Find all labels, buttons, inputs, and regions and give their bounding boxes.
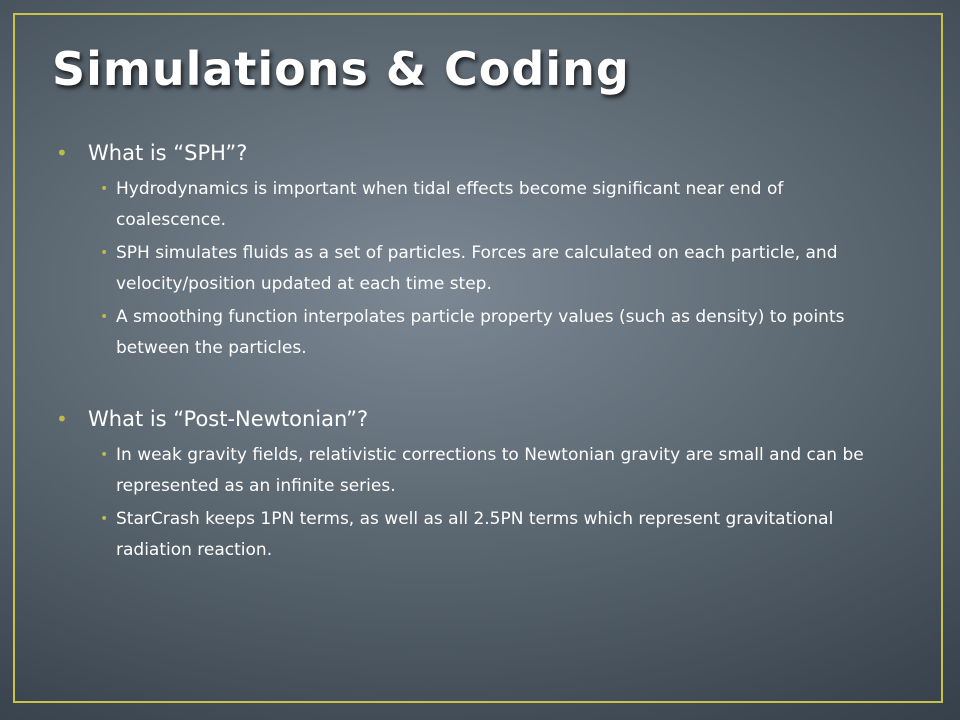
slide-title: Simulations & Coding [52,42,630,96]
section-heading-post-newtonian: • What is “Post-Newtonian”? [56,404,896,434]
section-heading-sph: • What is “SPH”? [56,138,896,168]
pn-bullet-starcrash: • StarCrash keeps 1PN terms, as well as all 2.5PN terms which represent gravitational radiation reaction. [100,504,896,566]
pn-bullet-weak-gravity: • In weak gravity fields, relativistic corrections to Newtonian gravity are small and can be represented as an infinite series. [100,440,896,502]
sph-bullet-smoothing: • A smoothing function interpolates particle property values (such as density) to points between the particles. [100,302,896,364]
sph-bullet-particles: • SPH simulates fluids as a set of particles. Forces are calculated on each particle, and velocity/position updated at each time step. [100,238,896,300]
slide-content [56,138,896,566]
sph-bullet-hydrodynamics: • Hydrodynamics is important when tidal effects become significant near end of coalescence. [100,174,896,236]
